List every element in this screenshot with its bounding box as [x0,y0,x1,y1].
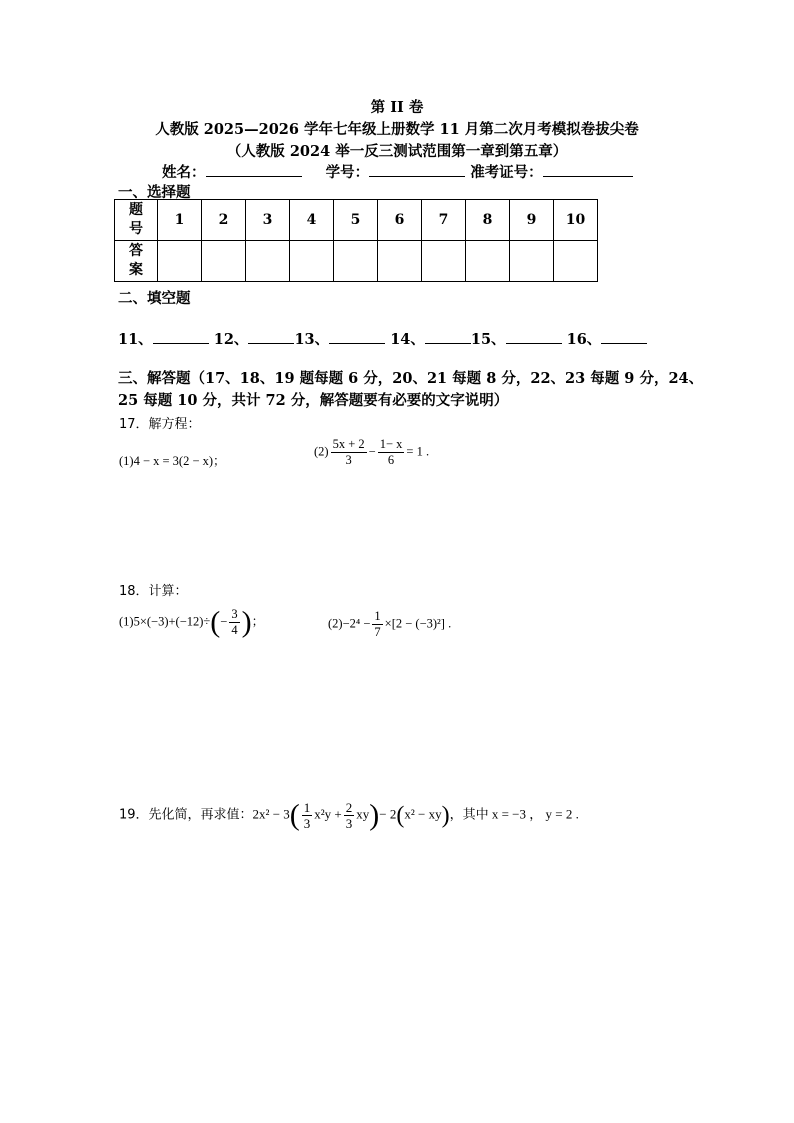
blank-label-11: 11、 [118,331,153,348]
blank-label-14: 14、 [390,331,425,348]
section-fill-title: 二、填空题 [118,290,191,307]
question-number-cell: 3 [246,200,290,241]
q18-part2: (2)−2⁴ − $\frac{1}{7}$ ×[2 − (−3)²] . [328,609,452,639]
question-number-cell: 8 [466,200,510,241]
blank-15[interactable] [506,329,562,344]
question-number-cell: 7 [422,200,466,241]
answer-cell[interactable] [334,241,378,282]
answer-cell[interactable] [158,241,202,282]
question-number-cell: 5 [334,200,378,241]
blank-16[interactable] [601,329,647,344]
table-row-answers [115,241,598,282]
blank-11[interactable] [153,329,209,344]
q17-part1: (1)4 − x = 3(2 − x)； [119,454,226,468]
q19-question: 19．先化简，再求值：2x² − 3( $\frac{1}{3}$ x²y + $\frac{2}{3}$ xy)− 2(x² − xy)，其中 x = −3 ， y = 2 . [119,798,579,832]
blank-12[interactable] [248,329,294,344]
q18-label: 18．计算： [119,584,188,599]
exam-no-label: 准考证号： [470,164,543,181]
table-row-numbers [115,200,598,241]
answer-cell[interactable] [378,241,422,282]
answer-cell[interactable] [466,241,510,282]
answer-table [114,199,598,282]
exam-subtitle: （人教版 2024 举一反三测试范围第一章到第五章） [226,143,568,160]
blank-13[interactable] [329,329,385,344]
answer-cell[interactable] [554,241,598,282]
answer-cell[interactable] [510,241,554,282]
section-solve-title-line1: 三、解答题（17、18、19 题每题 6 分，20、21 每题 8 分，22、23 每题 9 分，24、 [118,370,704,387]
info-fields [162,161,633,182]
answer-cell[interactable] [246,241,290,282]
section-solve-title-line2: 25 每题 10 分，共计 72 分，解答题要有必要的文字说明） [118,392,509,409]
question-number-cell: 6 [378,200,422,241]
answer-cell[interactable] [422,241,466,282]
q19-label: 19．先化简，再求值： [119,807,253,823]
name-field[interactable] [206,162,302,177]
student-no-label: 学号： [325,164,370,181]
question-number-cell: 9 [510,200,554,241]
blank-label-13: 13、 [294,331,330,348]
section-choice-title: 一、选择题 [118,184,191,201]
question-number-cell: 10 [554,200,598,241]
question-number-cell: 1 [158,200,202,241]
exam-title: 人教版 2025—2026 学年七年级上册数学 11 月第二次月考模拟卷拔尖卷 [155,121,639,138]
name-label: 姓名： [162,164,206,181]
q17-part2: (2) $\frac{5x + 2}{3}$ − $\frac{1- x}{6}$ = 1 . [314,437,430,467]
student-no-field[interactable] [369,162,465,177]
blank-label-15: 15、 [470,331,506,348]
row-label-question: 题 号 [115,200,158,241]
question-number-cell: 4 [290,200,334,241]
fill-blank-row [118,328,647,349]
q18-part1: (1)5×(−3)+(−12)÷(− $\frac{3}{4}$ )； [119,605,265,639]
answer-cell[interactable] [290,241,334,282]
row-label-answer: 答 案 [115,241,158,282]
exam-no-field[interactable] [543,162,633,177]
blank-label-12: 12、 [213,331,249,348]
blank-14[interactable] [425,329,471,344]
answer-cell[interactable] [202,241,246,282]
q17-label: 17．解方程： [119,417,201,432]
question-number-cell: 2 [202,200,246,241]
volume-label: 第 II 卷 [370,99,424,116]
blank-label-16: 16、 [566,331,602,348]
